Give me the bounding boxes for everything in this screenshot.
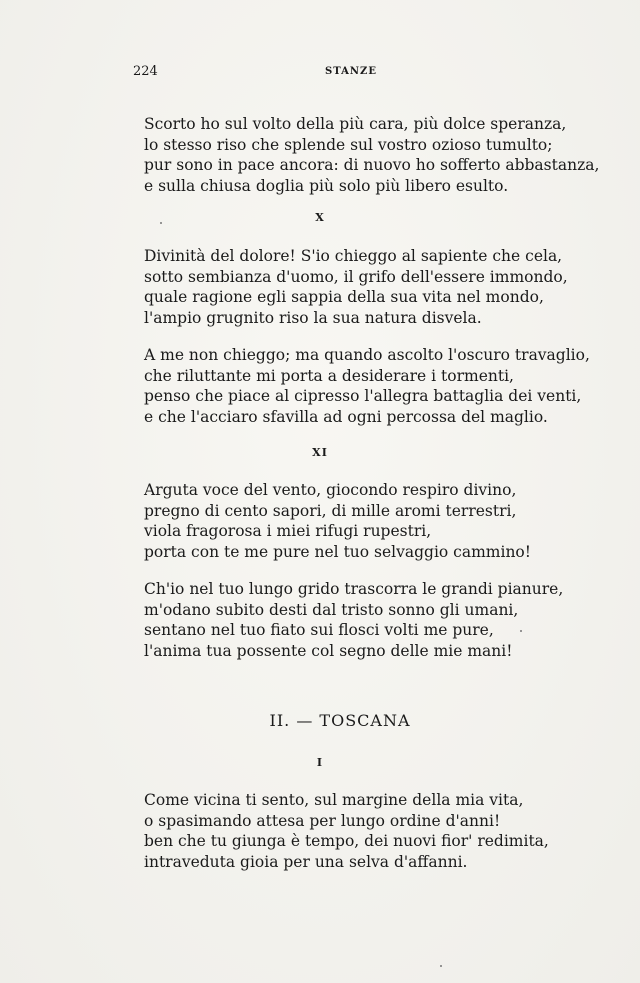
paper-speck <box>160 222 162 224</box>
verse-line: ben che tu giunga è tempo, dei nuovi fior' redimita, <box>144 832 549 850</box>
verse-line: intraveduta gioia per una selva d'affanni. <box>144 852 468 871</box>
section-numeral-x: X <box>315 211 325 224</box>
verse-line: A me non chieggo; ma quando ascolto l'oscuro travaglio, <box>144 346 590 364</box>
paper-speck <box>440 965 442 967</box>
verse-line: che riluttante mi porta a desiderare i tormenti, <box>144 366 514 385</box>
verse-line: porta con te me pure nel tuo selvaggio cammino! <box>144 542 531 561</box>
paper-speck <box>520 630 522 632</box>
verse-line: l'ampio grugnito riso la sua natura disvela. <box>144 308 482 327</box>
page-header <box>133 64 593 82</box>
verse-line: m'odano subito desti dal tristo sonno gli umani, <box>144 600 519 619</box>
verse-line: o spasimando attesa per lungo ordine d'anni! <box>144 811 501 830</box>
verse-line: Divinità del dolore! S'io chieggo al sapiente che cela, <box>144 247 563 265</box>
verse-line: pur sono in pace ancora: di nuovo ho sofferto abbastanza, <box>144 156 600 174</box>
verse-line: Arguta voce del vento, giocondo respiro divino, <box>144 481 517 499</box>
section-numeral-i: I <box>316 756 324 769</box>
running-head: STANZE <box>325 66 377 77</box>
verse-line: Scorto ho sul volto della più cara, più dolce speranza, <box>144 115 567 133</box>
verse-line: e sulla chiusa doglia più solo più libero esulto. <box>144 176 509 195</box>
page-number: 224 <box>133 64 158 79</box>
verse-line: quale ragione egli sappia della sua vita nel mondo, <box>144 288 544 306</box>
verse-line: l'anima tua possente col segno delle mie mani! <box>144 641 513 660</box>
verse-line: sotto sembianza d'uomo, il grifo dell'essere immondo, <box>144 267 568 286</box>
stanza-5 <box>144 579 563 661</box>
stanza-3 <box>144 345 590 427</box>
verse-line: viola fragorosa i miei rifugi rupestri, <box>144 522 432 540</box>
verse-line: lo stesso riso che splende sul vostro ozioso tumulto; <box>144 135 553 154</box>
stanza-4 <box>144 480 531 562</box>
verse-line: e che l'acciaro sfavilla ad ogni percossa del maglio. <box>144 407 548 426</box>
section-title: II. — TOSCANA <box>269 711 411 730</box>
stanza-6 <box>144 790 549 872</box>
stanza-2 <box>144 246 568 328</box>
verse-line: Ch'io nel tuo lungo grido trascorra le grandi pianure, <box>144 580 564 598</box>
stanza-1 <box>144 114 599 196</box>
verse-line: sentano nel tuo fiato sui flosci volti me pure, <box>144 621 494 639</box>
verse-line: penso che piace al cipresso l'allegra battaglia dei venti, <box>144 387 582 405</box>
verse-line: pregno di cento sapori, di mille aromi terrestri, <box>144 501 517 520</box>
verse-line: Come vicina ti sento, sul margine della mia vita, <box>144 791 524 809</box>
section-numeral-xi: XI <box>312 446 328 459</box>
